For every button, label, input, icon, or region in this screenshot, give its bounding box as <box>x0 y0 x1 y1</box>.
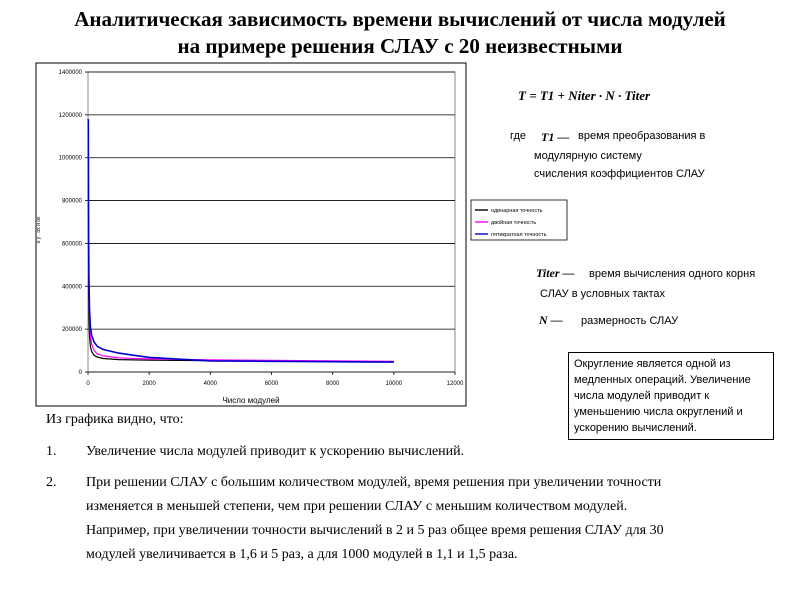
where-label: где <box>510 130 527 142</box>
t1-desc-line-2: модулярную систему <box>534 150 642 162</box>
y-tick-label: 800000 <box>61 198 82 205</box>
conclusions-intro: Из графика видно, что: <box>46 412 184 427</box>
y-tick-label: 1000000 <box>58 155 82 162</box>
x-tick-label: 4000 <box>203 381 218 387</box>
titer-desc-line-2: СЛАУ в условных тактах <box>540 288 666 300</box>
y-tick-label: 1400000 <box>58 70 82 76</box>
conclusion-text: При решении СЛАУ с большим количеством модулей, время решения при увеличении точности изменяется в меньшей степени, чем при решении СЛАУ с меньшим количеством модулей. Например, при увеличении точности вычислений в 2 и 5 раз общее время решения СЛАУ для 30 модулей увеличивается в 1,6 и 5 раз, а для 1000 модулей в 1,1 и 1,5 раза. <box>86 475 664 562</box>
conclusion-number: 1. <box>46 444 57 459</box>
y-tick-label: 0 <box>78 370 82 376</box>
x-tick-label: 10000 <box>385 381 403 387</box>
x-tick-labels <box>86 381 464 387</box>
legend-label: одинарная точность <box>491 208 543 214</box>
y-tick-label: 600000 <box>61 241 82 248</box>
y-tick-label: 400000 <box>61 284 82 291</box>
legend-label: пятикратная точность <box>491 232 547 238</box>
x-tick-label: 0 <box>86 381 90 387</box>
y-tick-labels <box>59 70 83 376</box>
plot-area <box>88 72 455 372</box>
title-line-1: Аналитическая зависимость времени вычислений от числа модулей <box>74 7 726 31</box>
x-tick-label: 8000 <box>325 381 340 387</box>
t1-desc-line-3: счисления коэффициентов СЛАУ <box>534 168 705 180</box>
conclusion-number: 2. <box>46 475 57 490</box>
x-tick-label: 2000 <box>142 381 156 387</box>
conclusion-item-1 <box>46 440 686 464</box>
titer-symbol: Titer — <box>536 266 575 280</box>
conclusion-text: Увеличение числа модулей приводит к ускорению вычислений. <box>86 444 465 459</box>
titer-desc-line-1: время вычисления одного корня <box>589 268 756 280</box>
y-tick-label: 200000 <box>61 327 82 334</box>
conclusion-item-2 <box>46 471 686 567</box>
x-tick-label: 6000 <box>264 381 279 387</box>
n-desc: размерность СЛАУ <box>581 315 679 327</box>
main-formula: T = T1 + Niter · N · Titer <box>518 88 651 103</box>
t1-symbol: T1 — <box>541 130 570 144</box>
conclusions <box>46 408 686 567</box>
t1-desc-line-1: время преобразования в <box>578 130 706 142</box>
n-symbol: N — <box>539 313 563 327</box>
y-axis-label: о у . ох и ох <box>36 216 42 244</box>
rounding-note: Округление является одной из медленных операций. Увеличение числа модулей приводит к уменьшению числа округлений и ускорению вычислений. <box>568 352 774 440</box>
x-axis-label: Число модулей <box>222 396 280 405</box>
legend-label: двойная точность <box>491 220 537 226</box>
title-line-2: на примере решения СЛАУ с 20 неизвестными <box>177 34 623 58</box>
x-tick-label: 12000 <box>446 381 464 387</box>
y-tick-label: 1200000 <box>58 112 82 119</box>
legend <box>471 200 567 240</box>
